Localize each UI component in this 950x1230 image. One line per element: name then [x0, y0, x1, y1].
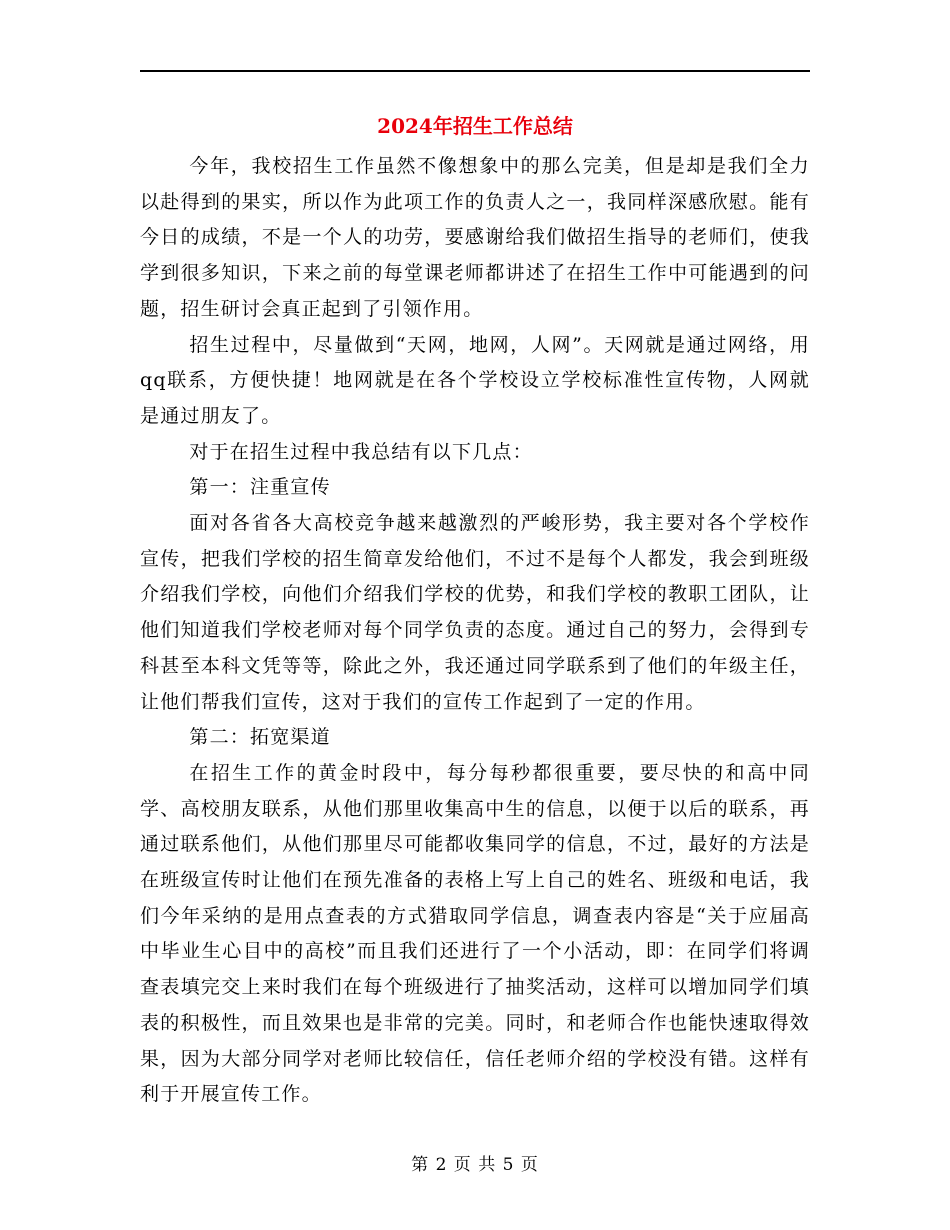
paragraph-three-nets: 招生过程中，尽量做到“天网，地网，人网”。天网就是通过网络，用qq联系，方便快捷！地网就是在各个学校设立学校标准性宣传物，人网就是通过朋友了。 — [140, 333, 810, 427]
document-title: 2024年招生工作总结 — [377, 114, 573, 138]
paragraph-channels: 在招生工作的黄金时段中，每分每秒都很重要，要尽快的和高中同学、高校朋友联系，从他们那里收集高中生的信息，以便于以后的联系，再通过联系他们，从他们那里尽可能都收集同学的信息，不过，最好的方法是在班级宣传时让他们在预先准备的表格上写上自己的姓名、班级和电话，我们今年采纳的是用点查表的方式猎取同学信息，调查表内容是“关于应届高中毕业生心目中的高校”而且我们还进行了一个小活动，即：在同学们将调查表填完交上来时我们在每个班级进行了抽奖活动，这样可以增加同学们填表的积极性，而且效果也是非常的完美。同时，和老师合作也能快速取得效果，因为大部分同学对老师比较信任，信任老师介绍的学校没有错。这样有利于开展宣传工作。 — [140, 761, 810, 1106]
paragraph-summary-lead: 对于在招生过程中我总结有以下几点： — [189, 440, 533, 463]
page-number: 第 2 页 共 5 页 — [411, 1155, 539, 1175]
paragraph-publicity: 面对各省各大高校竞争越来越激烈的严峻形势，我主要对各个学校作宣传，把我们学校的招生简章发给他们，不过不是每个人都发，我会到班级介绍我们学校，向他们介绍我们学校的优势，和我们学校的教职工团队，让他们知道我们学校老师对每个同学负责的态度。通过自己的努力，会得到专科甚至本科文凭等等，除此之外，我还通过同学联系到了他们的年级主任，让他们帮我们宣传，这对于我们的宣传工作起到了一定的作用。 — [140, 512, 810, 713]
header-rule — [140, 70, 810, 72]
paragraph-intro: 今年，我校招生工作虽然不像想象中的那么完美，但是却是我们全力以赴得到的果实，所以作为此项工作的负责人之一，我同样深感欣慰。能有今日的成绩，不是一个人的功劳，要感谢给我们做招生指导的老师们，使我学到很多知识，下来之前的每堂课老师都讲述了在招生工作中可能遇到的问题，招生研讨会真正起到了引领作用。 — [140, 155, 810, 320]
section-heading-1: 第一：注重宣传 — [189, 476, 331, 499]
document-body — [140, 149, 810, 1113]
section-heading-2: 第二：拓宽渠道 — [189, 726, 331, 749]
